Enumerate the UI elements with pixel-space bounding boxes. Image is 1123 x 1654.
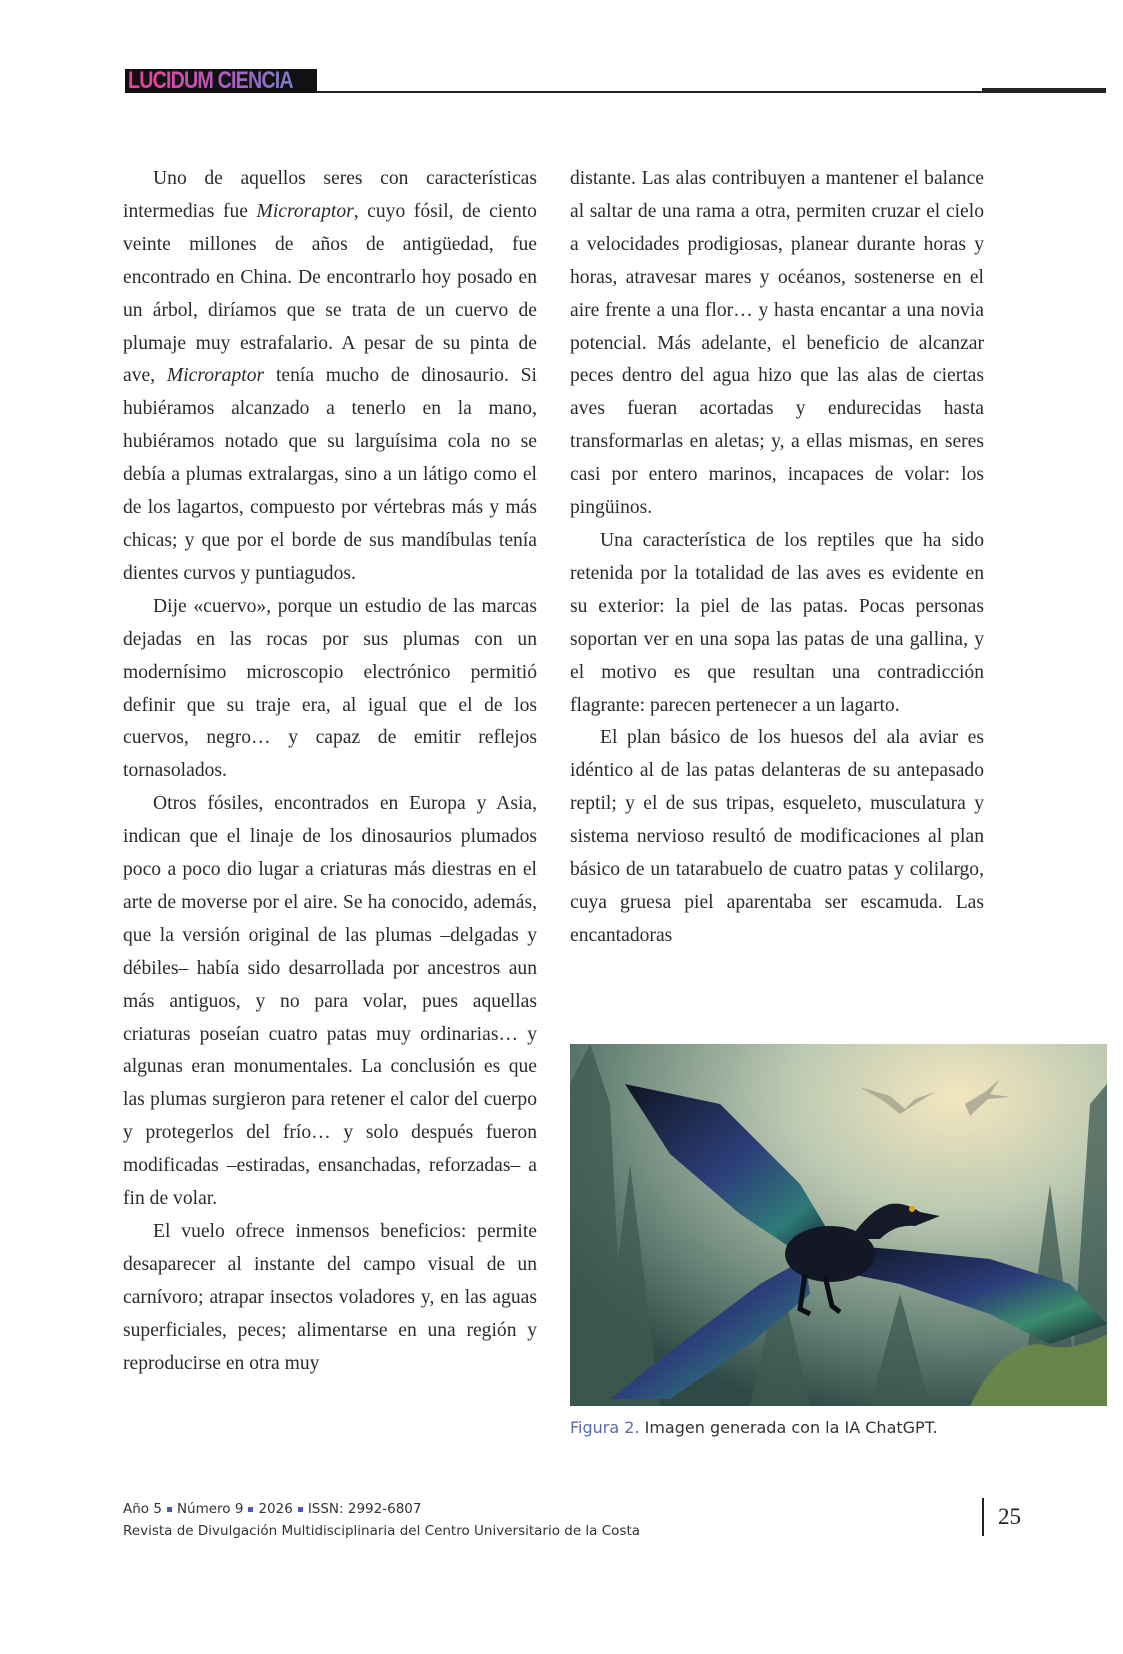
- text-run: tenía mucho de dinosaurio. Si hubiéramos alcanzado a tenerlo en la mano, hubiéramos notado que su larguísima cola no se debía a plumas extralargas, sino a un látigo como el de los lagartos, compuesto por vértebras más y más chicas; y que por el borde de sus mandíbulas tenía dientes curvos y puntiagudos.: [123, 365, 537, 584]
- figure-caption-text: Imagen generada con la IA ChatGPT.: [639, 1418, 938, 1437]
- page-number: 25: [998, 1504, 1021, 1529]
- paragraph: El plan básico de los huesos del ala aviar es idéntico al de las patas delanteras de su antepasado reptil; y el de sus tripas, esqueleto, musculatura y sistema nervioso resultó de modificaciones al plan básico de un tatarabuelo de cuatro patas y colilargo, cuya gruesa piel aparentaba ser escamuda. Las encantadoras: [570, 727, 984, 946]
- footer-year: Año 5: [123, 1501, 162, 1517]
- figure-microraptor-illustration: [570, 1044, 1107, 1406]
- left-column: [123, 163, 537, 1381]
- square-bullet-icon: [167, 1507, 172, 1512]
- header-rule-accent: [982, 88, 1106, 93]
- footer-date: 2026: [258, 1501, 293, 1517]
- text-run: , cuyo fósil, de ciento veinte millones de años de antigüedad, fue encontrado en China. De encontrarlo hoy posado en un árbol, diríamos que se trata de un cuervo de plumaje muy estrafalario. A pesar de su pinta de ave,: [123, 200, 537, 387]
- paragraph: Otros fósiles, encontrados en Europa y Asia, indican que el linaje de los dinosaurios plumados poco a poco dio lugar a criaturas más diestras en el arte de moverse por el aire. Se ha conocido, además, que la versión original de las plumas –delgadas y débiles– había sido desarrollada por ancestros aun más antiguos, y no para volar, pues aquellas criaturas poseían cuatro patas muy ordinarias… y algunas eran monumentales. La conclusión es que las plumas surgieron para retener el calor del cuerpo y protegerlos del frío… y solo después fueron modificadas –estiradas, ensanchadas, reforzadas– a fin de volar.: [123, 793, 537, 1210]
- square-bullet-icon: [248, 1507, 253, 1512]
- page-number-divider: [982, 1498, 984, 1536]
- header-rule: [317, 91, 982, 93]
- figure-label: Figura 2.: [570, 1418, 640, 1437]
- paragraph: El vuelo ofrece inmensos beneficios: permite desaparecer al instante del campo visual de un carnívoro; atrapar insectos voladores y, en las aguas superficiales, peces; alimentarse en una región y reproducirse en otra muy: [123, 1221, 537, 1374]
- paragraph-continuation: distante. Las alas contribuyen a mantener el balance al saltar de una rama a otra, permiten cruzar el cielo a velocidades prodigiosas, planear durante horas y horas, atravesar mares y océanos, sostenerse en el aire frente a una flor… y hasta encantar a una novia potencial. Más adelante, el beneficio de alcanzar peces dentro del agua hizo que las alas de ciertas aves fueran acortadas y endurecidas hasta transformarlas en aletas; y, a ellas mismas, en seres casi por entero marinos, incapaces de volar: los pingüinos.: [570, 168, 984, 519]
- bird-eye: [909, 1206, 915, 1212]
- paragraph: Una característica de los reptiles que ha sido retenida por la totalidad de las aves es evidente en su exterior: la piel de las patas. Pocas personas soportan ver en una sopa las patas de una gallina, y el motivo es que resultan una contradicción flagrante: parecen pertenecer a un lagarto.: [570, 529, 984, 716]
- microraptor-image: [570, 1044, 1107, 1406]
- footer-issn: ISSN: 2992-6807: [307, 1501, 422, 1517]
- species-name: Microraptor: [256, 200, 354, 222]
- figure-caption: [570, 1418, 938, 1437]
- paragraph: Dije «cuervo», porque un estudio de las marcas dejadas en las rocas por sus plumas con un modernísimo microscopio electrónico permitió definir que su traje era, al igual que el de los cuervos, negro… y capaz de emitir reflejos tornasolados.: [123, 595, 537, 782]
- square-bullet-icon: [298, 1507, 303, 1512]
- journal-logo: LUCIDUM CIENCIA: [128, 67, 293, 94]
- paragraph: [123, 163, 537, 591]
- footer-number: Número 9: [176, 1501, 244, 1517]
- footer-issue-info: [123, 1501, 421, 1517]
- text-run: Uno de aquellos seres con características intermedias fue: [123, 168, 537, 222]
- footer-journal-name: Revista de Divulgación Multidisciplinaria del Centro Universitario de la Costa: [123, 1523, 641, 1539]
- right-column: [570, 163, 984, 953]
- species-name: Microraptor: [166, 365, 265, 387]
